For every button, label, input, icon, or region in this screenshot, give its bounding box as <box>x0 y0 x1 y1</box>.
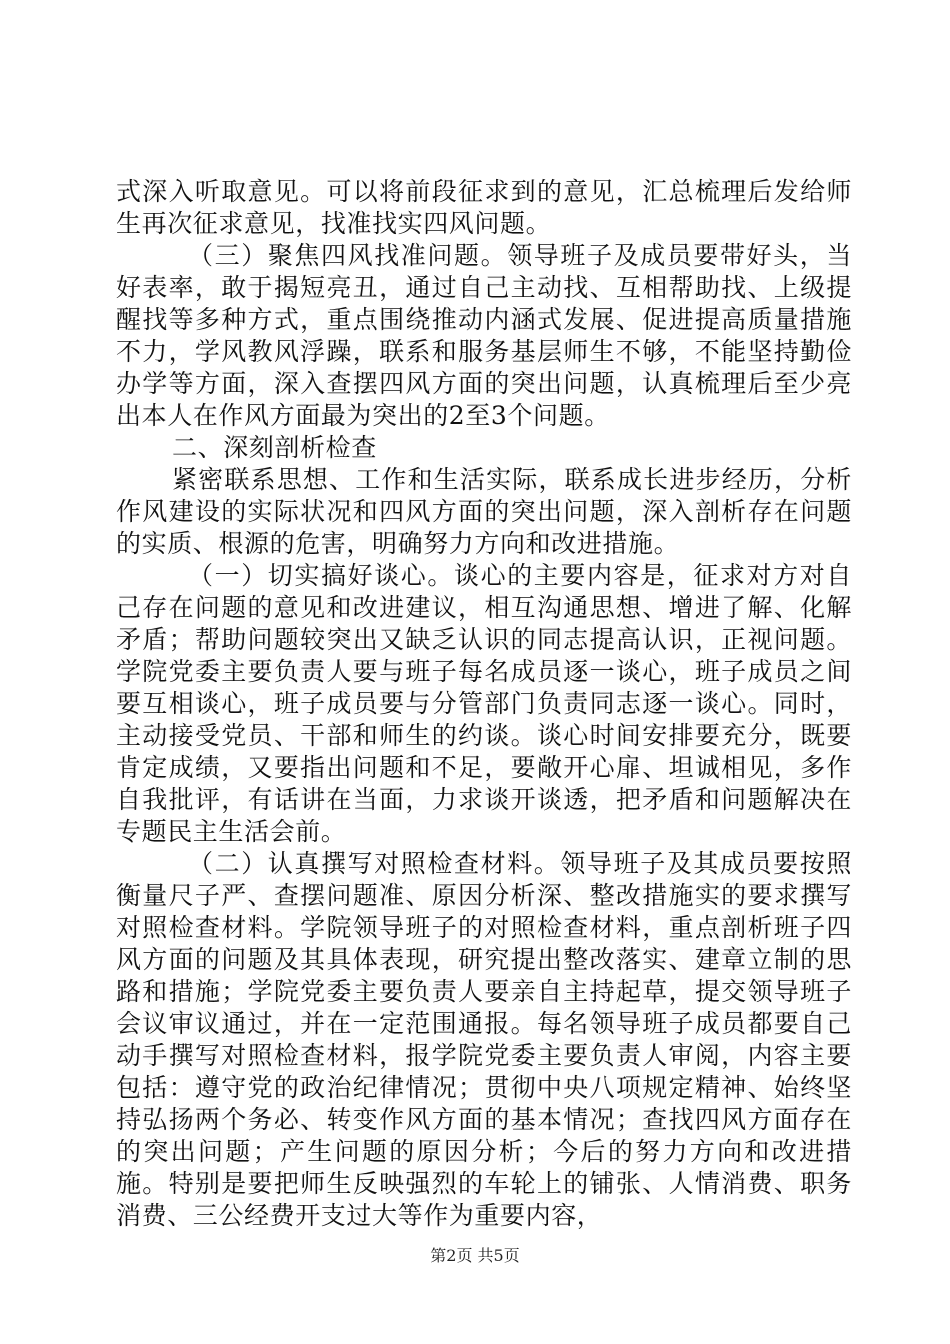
paragraph-section-three: （三）聚焦四风找准问题。领导班子及成员要带好头，当好表率，敢于揭短亮丑，通过自己主动找、互相帮助找、上级提醒找等多种方式，重点围绕推动内涵式发展、促进提高质量措施不力，学风教风浮躁，联系和服务基层师生不够，不能坚持勤俭办学等方面，深入查摆四风方面的突出问题，认真梳理后至少亮出本人在作风方面最为突出的2至3个问题。 <box>116 241 852 430</box>
document-body <box>116 176 852 1232</box>
page-number-footer: 第2页 共5页 <box>430 1246 520 1265</box>
paragraph-section-one: （一）切实搞好谈心。谈心的主要内容是，征求对方对自己存在问题的意见和改进建议，相互沟通思想、增进了解、化解矛盾；帮助问题较突出又缺乏认识的同志提高认识，正视问题。学院党委主要负责人要与班子每名成员逐一谈心，班子成员之间要互相谈心，班子成员要与分管部门负责同志逐一谈心。同时，主动接受党员、干部和师生的约谈。谈心时间安排要充分，既要肯定成绩，又要指出问题和不足，要敞开心扉、坦诚相见，多作自我批评，有话讲在当面，力求谈开谈透，把矛盾和问题解决在专题民主生活会前。 <box>116 561 852 846</box>
paragraph-analysis-intro: 紧密联系思想、工作和生活实际，联系成长进步经历，分析作风建设的实际状况和四风方面的突出问题，深入剖析存在问题的实质、根源的危害，明确努力方向和改进措施。 <box>116 465 852 558</box>
paragraph-continuation: 式深入听取意见。可以将前段征求到的意见，汇总梳理后发给师生再次征求意见，找准找实四风问题。 <box>116 177 852 238</box>
heading-analysis: 二、深刻剖析检查 <box>172 433 377 462</box>
paragraph-section-two: （二）认真撰写对照检查材料。领导班子及其成员要按照衡量尺子严、查摆问题准、原因分析深、整改措施实的要求撰写对照检查材料。学院领导班子的对照检查材料，重点剖析班子四风方面的问题及其具体表现，研究提出整改落实、建章立制的思路和措施；学院党委主要负责人要亲自主持起草，提交领导班子会议审议通过，并在一定范围通报。每名领导班子成员都要自己动手撰写对照检查材料，报学院党委主要负责人审阅，内容主要包括：遵守党的政治纪律情况；贯彻中央八项规定精神、始终坚持弘扬两个务必、转变作风方面的基本情况；查找四风方面存在的突出问题；产生问题的原因分析；今后的努力方向和改进措施。特别是要把师生反映强烈的车轮上的铺张、人情消费、职务消费、三公经费开支过大等作为重要内容， <box>116 849 852 1230</box>
